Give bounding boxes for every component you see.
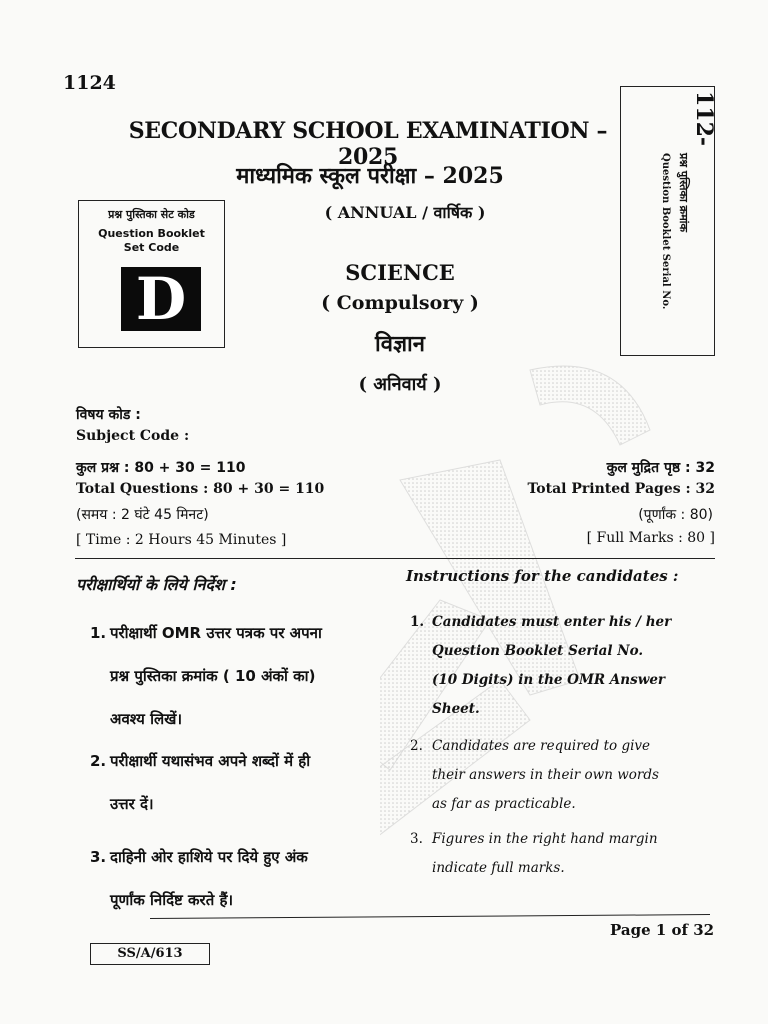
instructions-heading-en: Instructions for the candidates : (406, 567, 679, 585)
instruction-hi-1-line1: परीक्षार्थी OMR उत्तर पत्रक पर अपना (110, 624, 322, 642)
full-marks-hi: (पूर्णांक : 80) (638, 507, 713, 523)
instruction-en-1-line1: Candidates must enter his / her (432, 614, 672, 630)
instruction-hi-2 (90, 740, 310, 826)
instruction-hi-3-line2: पूर्णांक निर्दिष्ट करते हैं। (110, 891, 234, 909)
instruction-en-1-line3: (10 Digits) in the OMR Answer (432, 672, 666, 688)
serial-number-box (620, 86, 715, 356)
instruction-hi-2-num: 2. (90, 752, 107, 770)
serial-number-text: 112- (691, 91, 717, 147)
instruction-en-3-line2: indicate full marks. (432, 860, 565, 876)
instruction-hi-2-line2: उत्तर दें। (110, 795, 154, 813)
instruction-en-2 (410, 732, 717, 819)
instruction-hi-1 (90, 612, 322, 741)
paper-number: 1124 (63, 72, 116, 94)
instruction-en-2-line3: as far as practicable. (432, 796, 576, 812)
exam-title-en: SECONDARY SCHOOL EXAMINATION – 2025 (128, 118, 608, 170)
instruction-hi-2-line1: परीक्षार्थी यथासंभव अपने शब्दों में ही (110, 752, 311, 770)
set-code-letter: D (121, 267, 201, 331)
set-code-label-en-line1: Question Booklet (98, 227, 205, 240)
paper-code-box: SS/A/613 (90, 943, 210, 965)
serial-label-en: Question Booklet Serial No. (660, 153, 671, 310)
subject-name-en: SCIENCE (345, 260, 455, 285)
subject-code-hi: विषय कोड : (76, 407, 141, 423)
exam-title-hi: माध्यमिक स्कूल परीक्षा – 2025 (236, 163, 504, 189)
instruction-en-1-num: 1. (410, 614, 425, 630)
instruction-hi-3-line1: दाहिनी ओर हाशिये पर दिये हुए अंक (110, 848, 308, 866)
full-marks-en: [ Full Marks : 80 ] (586, 530, 715, 546)
exam-session: ( ANNUAL / वार्षिक ) (324, 203, 486, 222)
instructions-heading-hi: परीक्षार्थियों के लिये निर्देश : (76, 575, 237, 594)
instruction-en-1-line4: Sheet. (432, 701, 480, 717)
instruction-en-3-num: 3. (410, 831, 423, 847)
time-en: [ Time : 2 Hours 45 Minutes ] (76, 532, 287, 548)
instruction-en-1-line2: Question Booklet Serial No. (432, 643, 644, 659)
set-code-label-hi: प्रश्न पुस्तिका सेट कोड (108, 208, 195, 221)
instruction-hi-1-line3: अवश्य लिखें। (110, 710, 183, 728)
instruction-en-3 (410, 825, 717, 883)
instruction-hi-3-num: 3. (90, 848, 107, 866)
instruction-en-1 (410, 608, 717, 724)
printed-pages-en: Total Printed Pages : 32 (527, 481, 715, 497)
instruction-hi-1-line2: प्रश्न पुस्तिका क्रमांक ( 10 अंकों का) (110, 667, 316, 685)
instruction-en-2-num: 2. (410, 738, 423, 754)
subject-type-en: ( Compulsory ) (321, 292, 479, 314)
total-questions-en: Total Questions : 80 + 30 = 110 (76, 481, 325, 497)
subject-type-hi: ( अनिवार्य ) (358, 374, 442, 395)
time-hi: (समय : 2 घंटे 45 मिनट) (76, 507, 209, 523)
instruction-hi-3 (90, 836, 308, 922)
instruction-en-3-line1: Figures in the right hand margin (432, 831, 658, 847)
total-questions-hi: कुल प्रश्न : 80 + 30 = 110 (76, 460, 246, 476)
page-number: Page 1 of 32 (610, 921, 715, 939)
serial-label-hi: प्रश्न पुस्तिका क्रमांक (677, 153, 690, 232)
instruction-hi-1-num: 1. (90, 624, 107, 642)
subject-name-hi: विज्ञान (375, 331, 425, 357)
printed-pages-hi: कुल मुद्रित पृष्ठ : 32 (606, 460, 715, 476)
set-code-label-en (79, 227, 224, 255)
set-code-box (78, 200, 225, 348)
instruction-en-2-line1: Candidates are required to give (432, 738, 651, 754)
instruction-en-2-line2: their answers in their own words (432, 767, 659, 783)
divider-top (75, 558, 715, 559)
serial-number-value (691, 91, 717, 146)
set-code-label-en-line2: Set Code (123, 241, 180, 254)
subject-code-en: Subject Code : (76, 428, 190, 444)
